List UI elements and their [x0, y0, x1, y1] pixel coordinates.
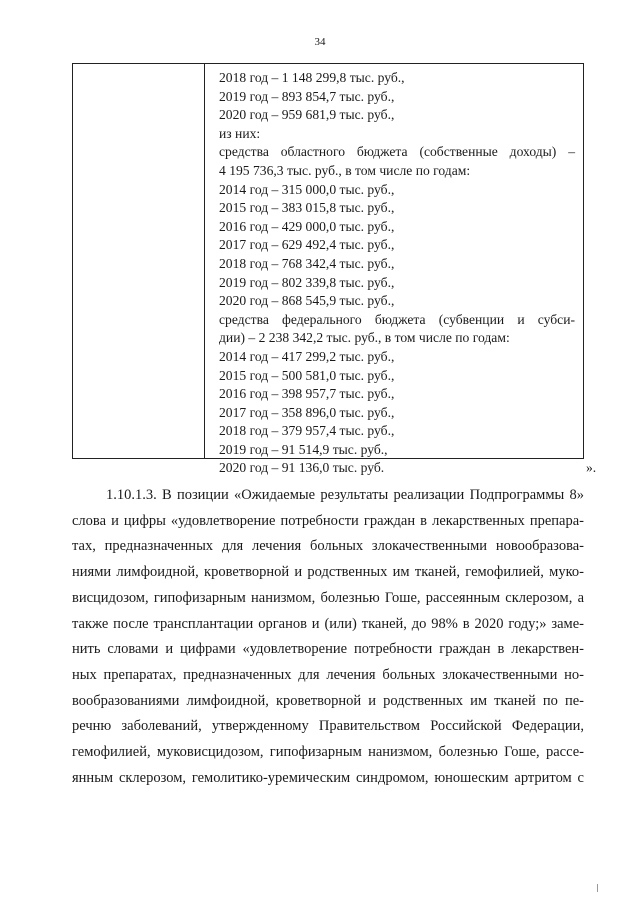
paragraph-line: тах, предназначенных для лечения больных злокачественными новообразова- [72, 538, 584, 555]
table-line: 2020 год – 959 681,9 тыс. руб., [219, 107, 395, 123]
table-line: дии) – 2 238 342,2 тыс. руб., в том числе по годам: [219, 330, 510, 346]
table-line: 2020 год – 868 545,9 тыс. руб., [219, 293, 395, 309]
table-line: 2014 год – 315 000,0 тыс. руб., [219, 181, 395, 197]
paragraph-line: вообразованиями лимфоидной, кроветворной и родственных им тканей по пе- [72, 692, 584, 709]
table-line: 2019 год – 91 514,9 тыс. руб., [219, 441, 388, 457]
paragraph-line: висцидозом, гипофизарным нанизмом, болезнью Гоше, рассеянным склерозом, а [72, 589, 584, 606]
table-line: 2014 год – 417 299,2 тыс. руб., [219, 348, 395, 364]
table-line: 2019 год – 893 854,7 тыс. руб., [219, 88, 395, 104]
paragraph-line: гемофилией, муковисцидозом, гипофизарным нанизмом, болезнью Гоше, рассе- [72, 744, 584, 761]
budget-table [72, 63, 584, 476]
budget-cell [219, 69, 575, 478]
paragraph-line: также после трансплантации органов и (или) тканей, до 98% в 2020 году;» заме- [72, 615, 584, 632]
table-line: 2015 год – 383 015,8 тыс. руб., [219, 200, 395, 216]
table-line: 2016 год – 398 957,7 тыс. руб., [219, 386, 395, 402]
paragraph-line: 1.10.1.3. В позиции «Ожидаемые результаты реализации Подпрограммы 8» [106, 487, 584, 503]
scan-mark [597, 884, 598, 892]
table-line: средства областного бюджета (собственные доходы) – [219, 144, 575, 160]
table-line: средства федерального бюджета (субвенции и субси- [219, 311, 575, 327]
paragraph-line: янным склерозом, гемолитико-уремическим синдромом, юношеским артритом с [72, 769, 584, 786]
table-line: 4 195 736,3 тыс. руб., в том числе по годам: [219, 162, 471, 178]
paragraph-line: нить словами и цифрами «удовлетворение потребности граждан в лекарствен- [72, 641, 584, 658]
closing-quote: ». [586, 460, 597, 475]
body-paragraph [72, 483, 584, 791]
table-line: из них: [219, 125, 261, 141]
table-line: 2016 год – 429 000,0 тыс. руб., [219, 218, 395, 234]
table-line: 2015 год – 500 581,0 тыс. руб., [219, 367, 395, 383]
table-line: 2017 год – 358 896,0 тыс. руб., [219, 404, 395, 420]
paragraph-line: ных препаратах, предназначенных для лечения больных злокачественными но- [72, 666, 584, 683]
paragraph-line: речню заболеваний, утвержденному Правительством Российской Федерации, [72, 718, 584, 735]
paragraph-line: ниями лимфоидной, кроветворной и родственных им тканей, гемофилией, муко- [72, 564, 584, 581]
table-column-divider [204, 64, 205, 458]
table-line: 2018 год – 768 342,4 тыс. руб., [219, 255, 395, 271]
table-line: 2018 год – 379 957,4 тыс. руб., [219, 423, 395, 439]
table-line: 2017 год – 629 492,4 тыс. руб., [219, 237, 395, 253]
table-line: 2019 год – 802 339,8 тыс. руб., [219, 274, 395, 290]
table-line: 2018 год – 1 148 299,8 тыс. руб., [219, 70, 405, 85]
page-number: 34 [314, 36, 326, 48]
paragraph-line: слова и цифры «удовлетворение потребности граждан в лекарственных препара- [72, 512, 584, 529]
table-line: 2020 год – 91 136,0 тыс. руб. [219, 460, 385, 476]
